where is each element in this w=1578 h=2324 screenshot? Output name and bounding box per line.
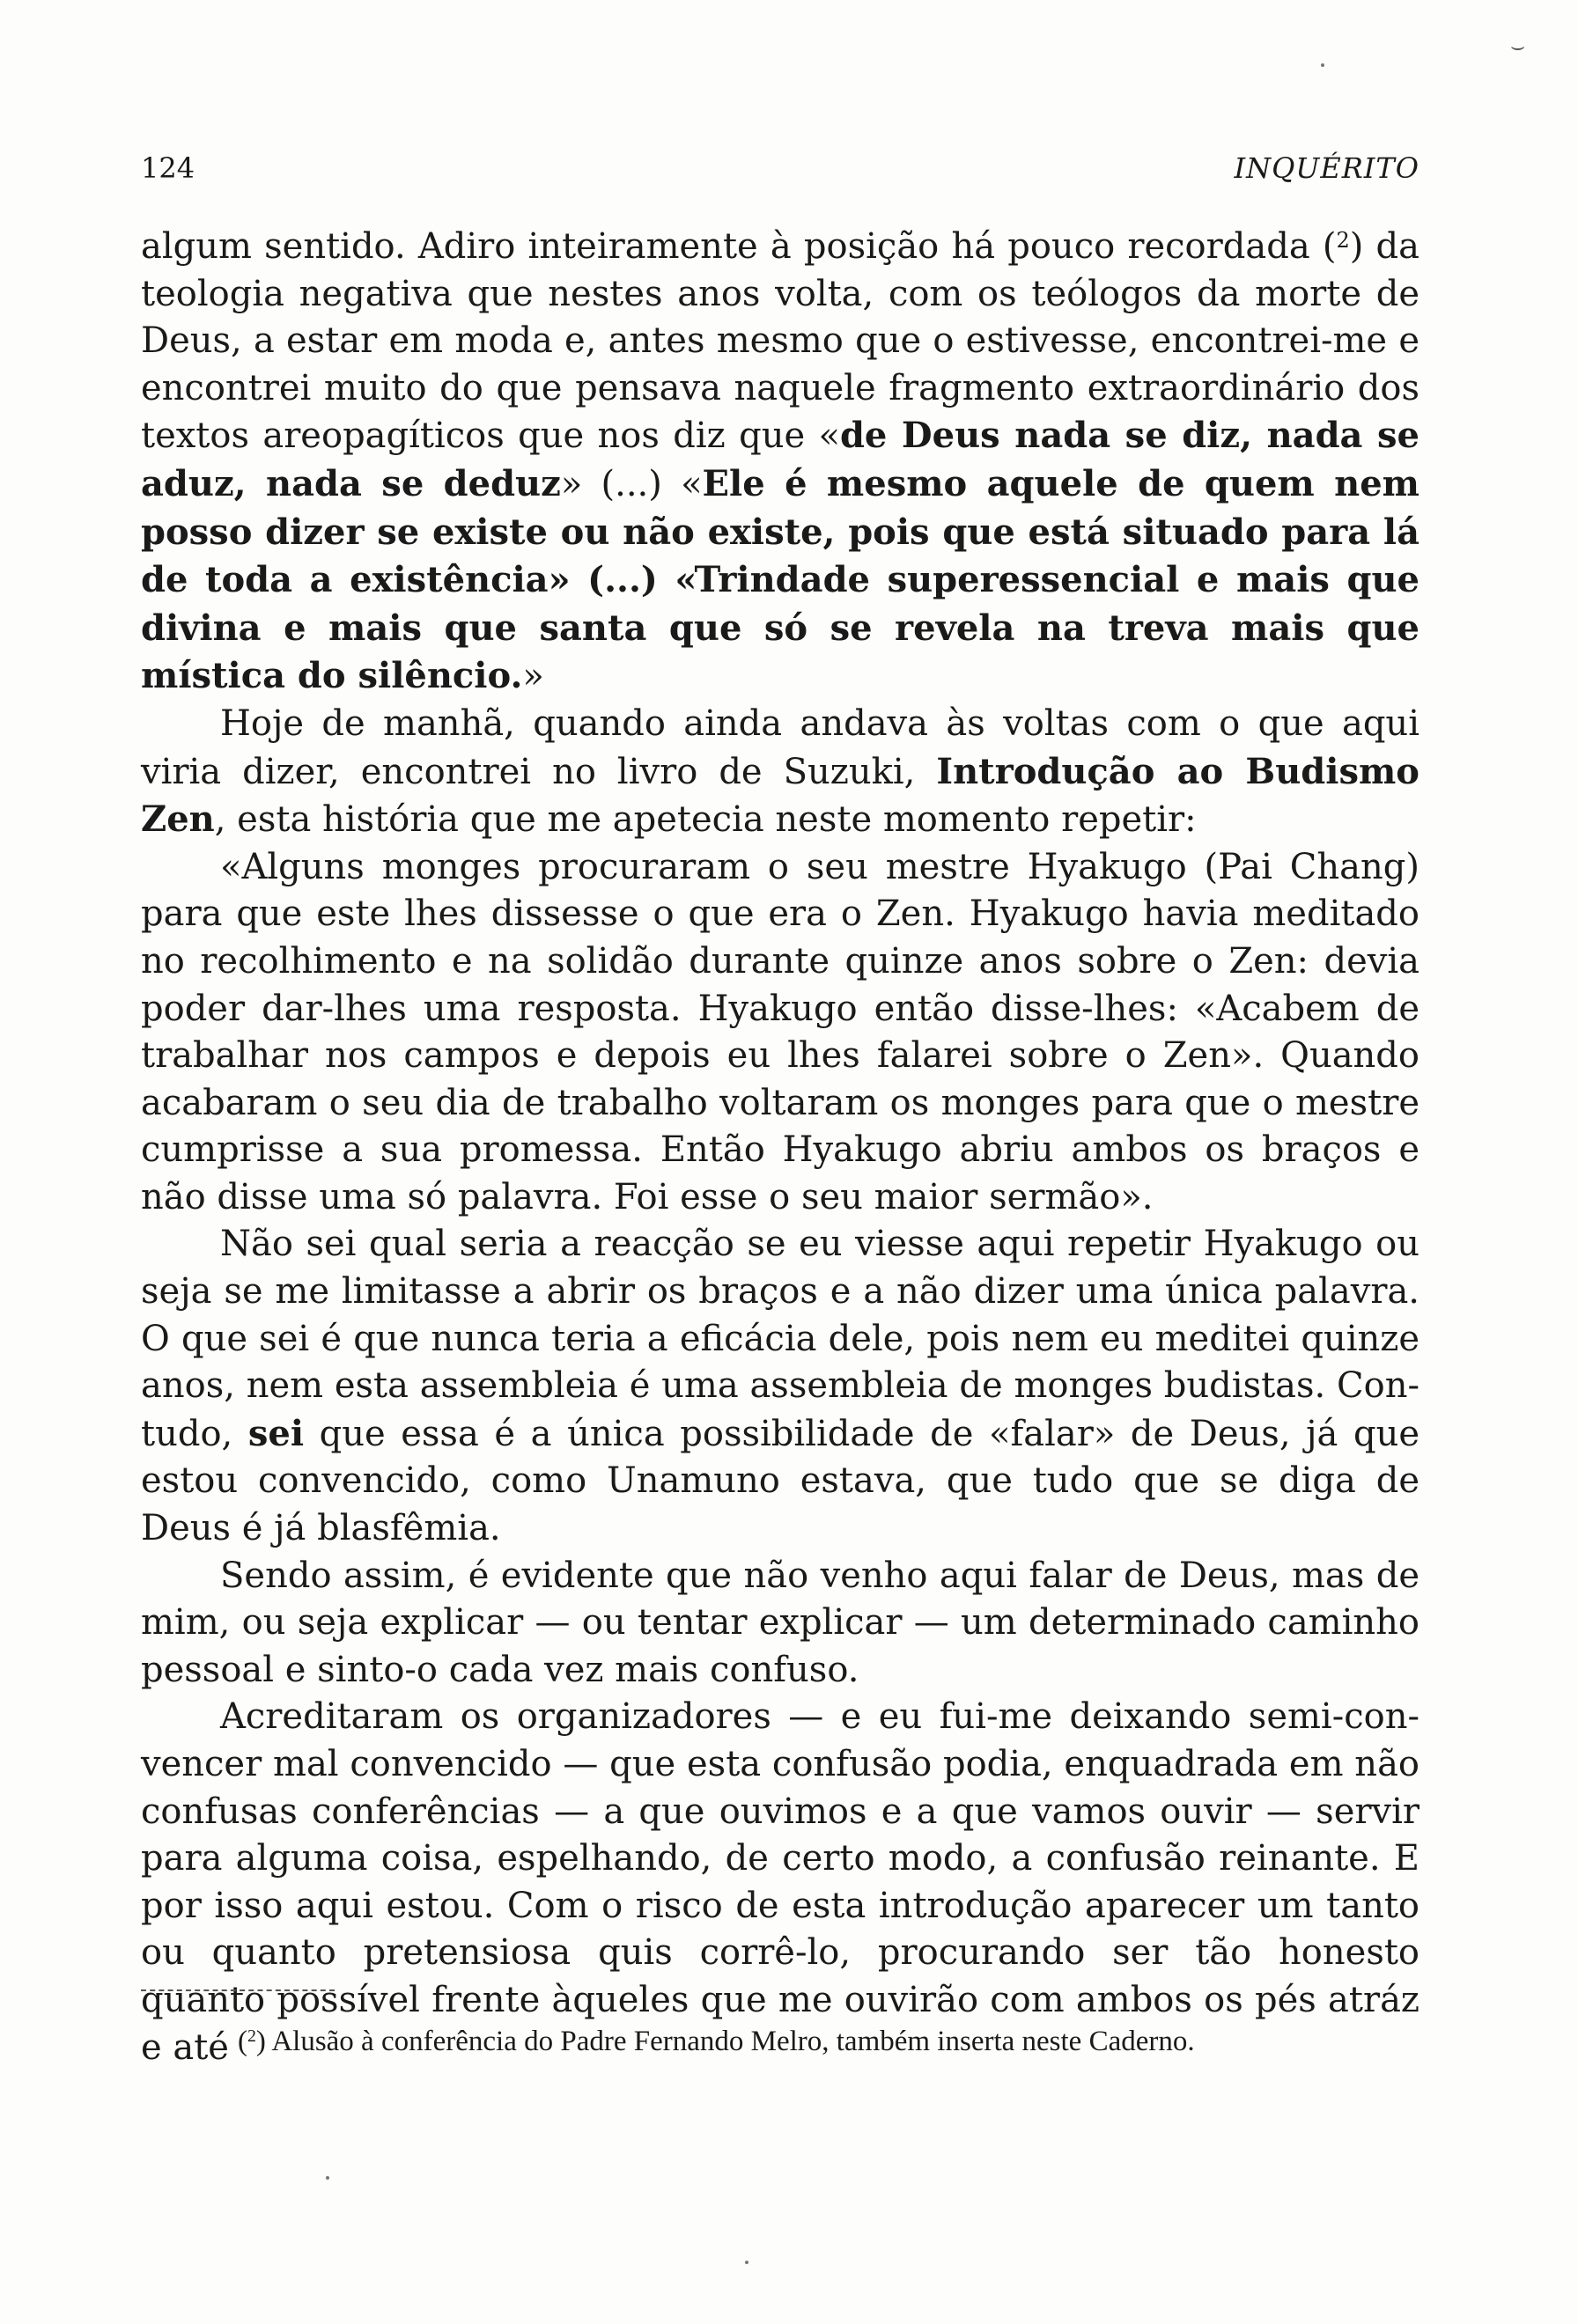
footnote-text: Alusão à conferência do Padre Fernando Melro, também inserta neste Caderno. [265, 2026, 1195, 2057]
footnote: ($^2$) Alusão à conferência do Padre Fernando Melro, também inserta neste Caderno. [238, 2026, 1195, 2057]
paragraph-1: algum sentido. Adiro inteiramente à posição há pouco recordada ($^2$) da teologia negativa que nestes anos volta, com os teólogos da morte de Deus, a estar em moda e, antes mesmo que o estivesse, encontrei-me e encontrei muito do que pensava naquele fragmento extraordinário dos textos areopagíticos que nos diz que «de Deus nada se diz, nada se aduz, nada se deduz» (...) «Ele é mesmo aquele de quem nem posso dizer se existe ou não existe, pois que está situado para lá de toda a existência» (...) «Trindade superessencial e mais que divina e mais que santa que só se revela na treva mais que mística do silêncio.» [141, 226, 1419, 697]
paragraph-2: Hoje de manhã, quando ainda andava às voltas com o que aqui viria dizer, encontrei no livro de Suzuki, Introdução ao Budismo Zen, esta história que me apetecia neste momento repetir: [141, 702, 1419, 841]
paragraph-3: «Alguns monges procuraram o seu mestre Hyakugo (Pai Chang) para que este lhes dissesse o que era o Zen. Hyakugo havia meditado no recolhimento e na solidão durante quinze anos sobre o Zen: devia poder dar-lhes uma resposta. Hyakugo então disse-lhes: «Acabem de trabalhar nos campos e depois eu lhes falarei sobre o Zen». Quando acabaram o seu dia de trabalho voltaram os monges para que o mestre cumprisse a sua promessa. Então Hyakugo abriu ambos os braços e não disse uma só palavra. Foi esse o seu maior sermão». [141, 846, 1419, 1217]
bold-quote: de Deus nada se diz, nada se aduz, nada se deduz [141, 415, 1419, 504]
bold-quote: Ele é mesmo aquele de quem nem posso dizer se existe ou não existe, pois que está situado para lá de toda a existência» (...) «Trindade superessencial e mais que divina e mais que santa que só se revela na treva mais que mística do silêncio. [141, 462, 1419, 697]
speck [326, 2176, 329, 2180]
footnote-marker: 2 [247, 2026, 256, 2047]
book-title: Introdução ao Budismo Zen [141, 750, 1419, 841]
margin-mark: ⌣ [1510, 33, 1526, 60]
paragraph-6: Acreditaram os organizadores — e eu fui-me deixando semi-convencer mal convencido — que esta confusão podia, enquadrada em não confusas conferências — a que ouvimos e a que vamos ouvir — servir para alguma coisa, espelhando, de certo modo, a confusão reinante. E por isso aqui estou. Com o risco de esta introdução aparecer um tanto ou quanto pretensiosa quis corrê-lo, procurando ser tão honesto quanto possível frente àqueles que me ouvirão com ambos os pés atráz e até [141, 1696, 1419, 2068]
footnote-rule [141, 1989, 335, 1991]
page-number: 124 [141, 151, 195, 185]
paragraph-5: Sendo assim, é evidente que não venho aqui falar de Deus, mas de mim, ou seja explicar — ou tentar explicar — um determinado caminho pessoal e sinto-o cada vez mais confuso. [141, 1555, 1419, 1690]
speck [745, 2261, 748, 2264]
running-title: INQUÉRITO [1234, 151, 1419, 185]
bold-word: sei [247, 1412, 305, 1454]
body-text [141, 224, 1419, 2071]
paragraph-4: Não sei qual seria a reacção se eu viesse aqui repetir Hyakugo ou seja se me limitasse a abrir os braços e a não dizer uma única palavra. O que sei é que nunca teria a eficácia dele, pois nem eu meditei quinze anos, nem esta assembleia é uma assembleia de monges budistas. Contudo, sei que essa é a única possibilidade de «falar» de Deus, já que estou convencido, como Unamuno estava, que tudo que se diga de Deus é já blasfêmia. [141, 1224, 1420, 1549]
speck [1321, 63, 1324, 67]
footnote-ref: 2 [1336, 228, 1350, 253]
running-header [141, 151, 1419, 195]
